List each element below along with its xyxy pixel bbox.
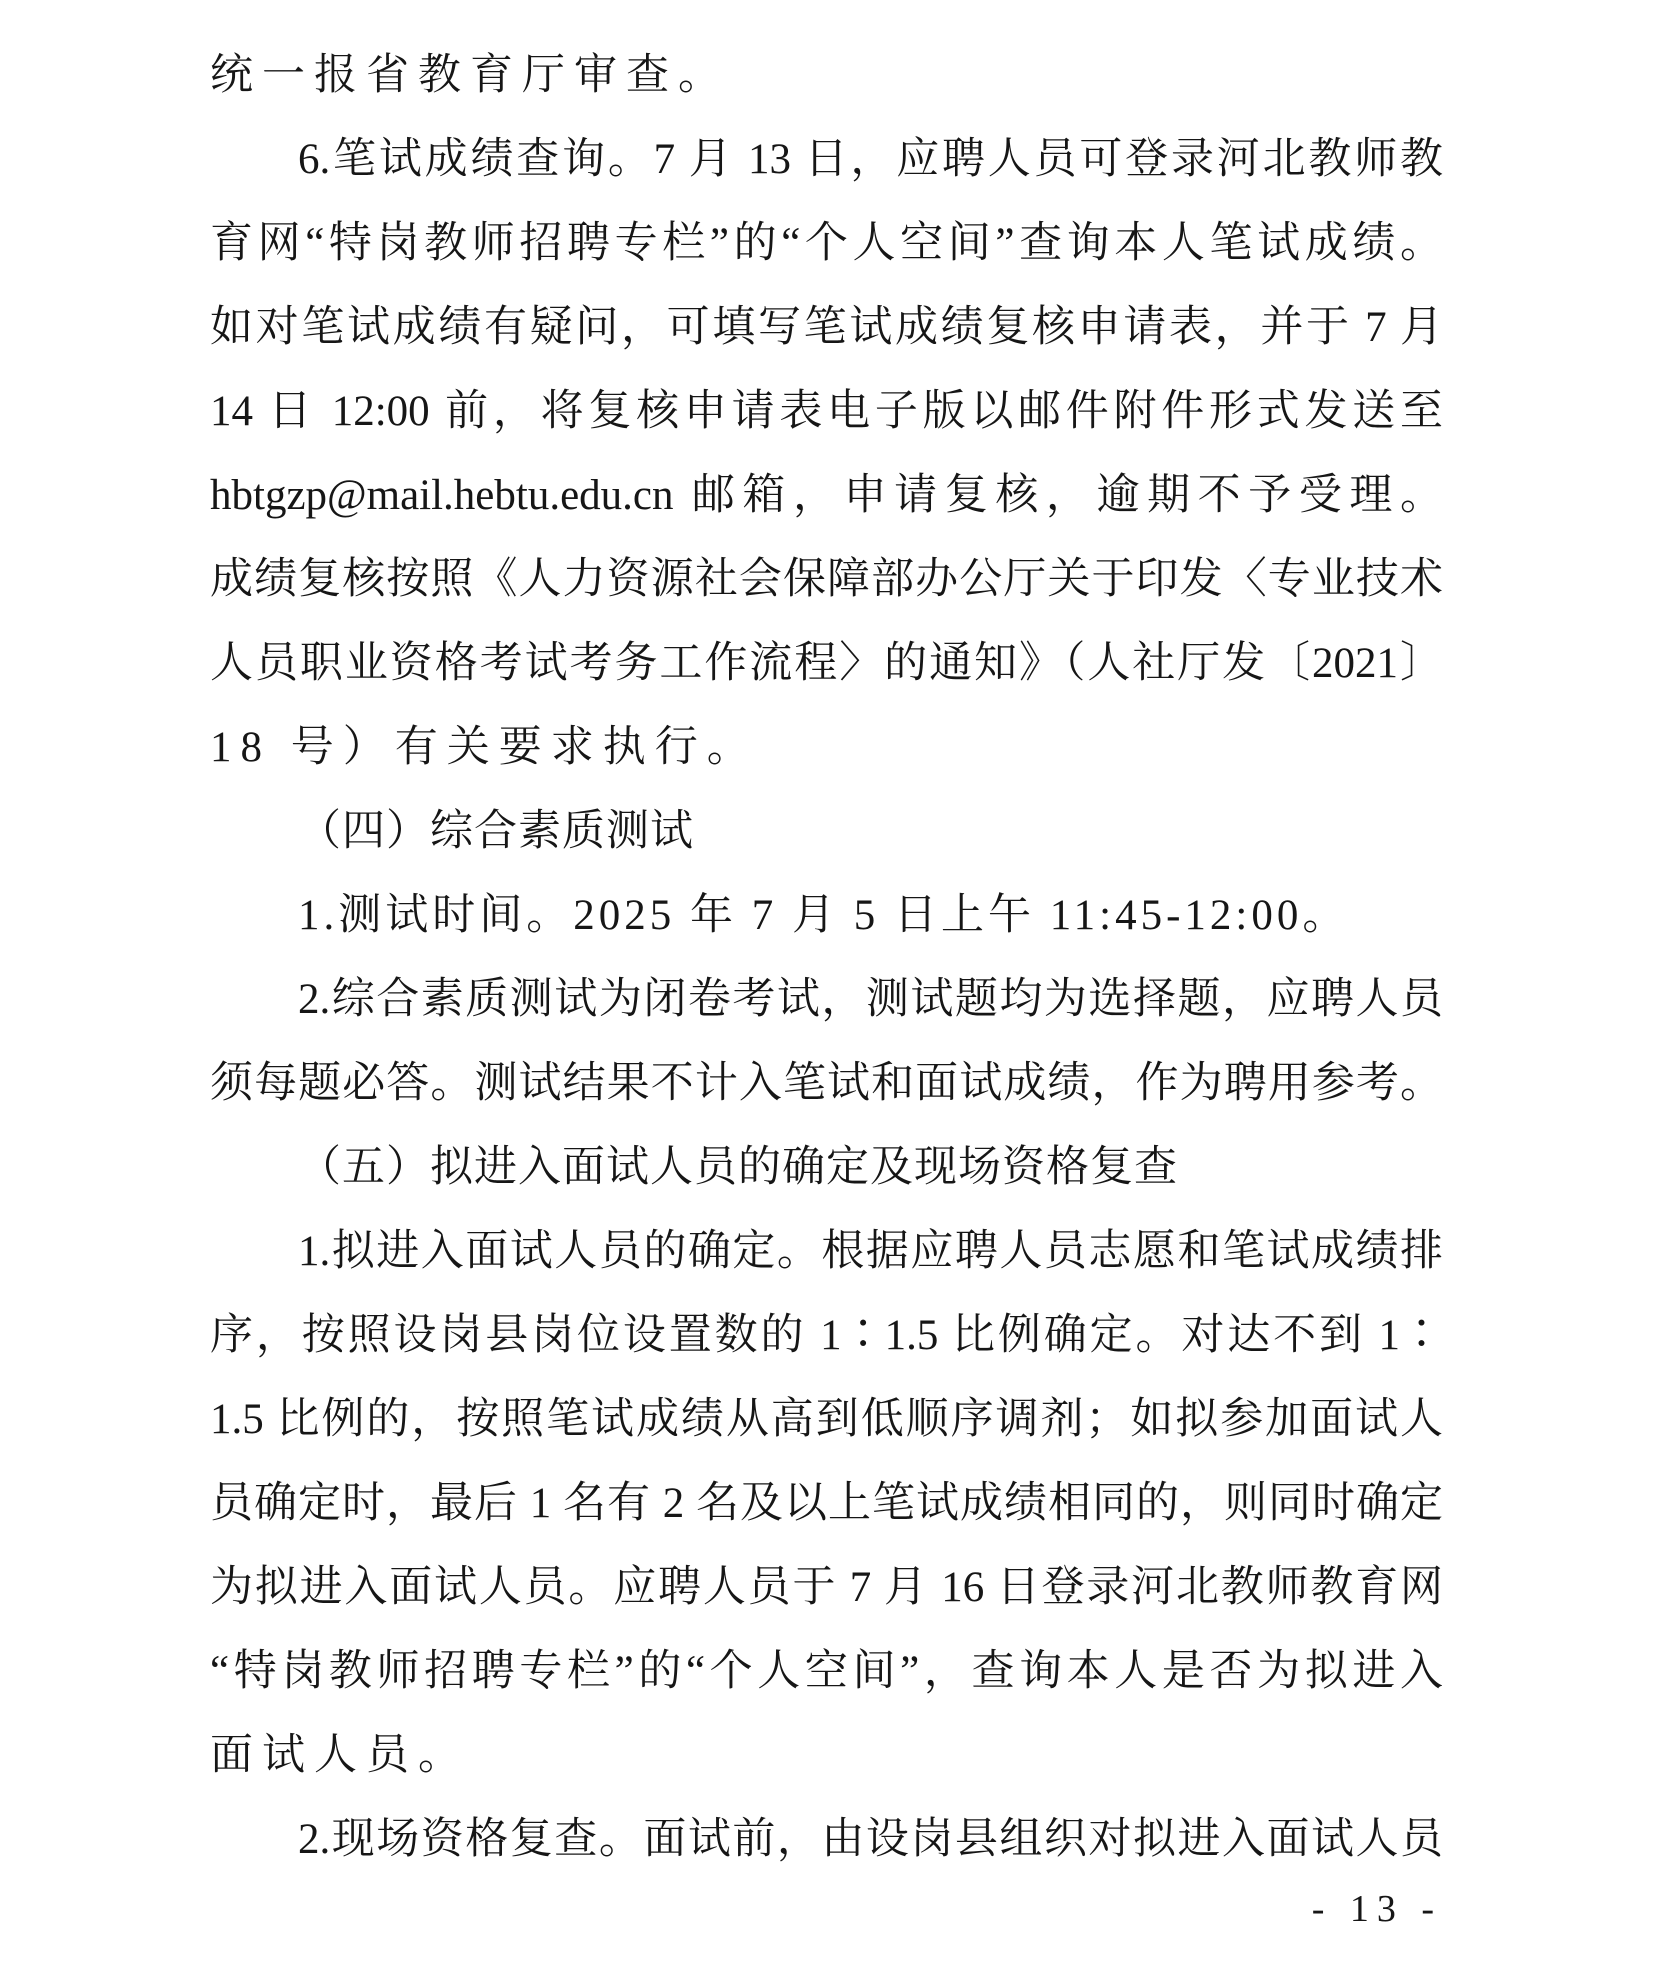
- body-line: 6.笔试成绩查询。7 月 13 日，应聘人员可登录河北教师教: [298, 136, 1443, 183]
- body-line: 如对笔试成绩有疑问，可填写笔试成绩复核申请表，并于 7 月: [210, 304, 1443, 351]
- body-line: 统一报省教育厅审查。: [210, 52, 730, 99]
- body-line: 18 号）有关要求执行。: [210, 724, 759, 771]
- body-line: 2.现场资格复查。面试前，由设岗县组织对拟进入面试人员: [298, 1816, 1443, 1863]
- body-line: 成绩复核按照《人力资源社会保障部办公厅关于印发〈专业技术: [210, 556, 1443, 603]
- body-line: 须每题必答。测试结果不计入笔试和面试成绩，作为聘用参考。: [210, 1060, 1443, 1107]
- body-line: 为拟进入面试人员。应聘人员于 7 月 16 日登录河北教师教育网: [210, 1564, 1443, 1611]
- body-line: 序，按照设岗县岗位设置数的 1∶1.5 比例确定。对达不到 1∶: [210, 1312, 1443, 1359]
- body-line: 14 日 12:00 前，将复核申请表电子版以邮件附件形式发送至: [210, 388, 1443, 435]
- body-line: 1.测试时间。2025 年 7 月 5 日上午 11:45-12:00。: [298, 892, 1350, 939]
- section-heading-4: （四）综合素质测试: [298, 808, 694, 855]
- page-number: - 13 -: [1311, 1888, 1442, 1930]
- section-heading-5: （五）拟进入面试人员的确定及现场资格复查: [298, 1144, 1178, 1191]
- document-body: [210, 34, 1443, 1882]
- body-line: 2.综合素质测试为闭卷考试，测试题均为选择题，应聘人员: [298, 976, 1443, 1023]
- body-line: 1.拟进入面试人员的确定。根据应聘人员志愿和笔试成绩排: [298, 1228, 1443, 1275]
- body-line: 员确定时，最后 1 名有 2 名及以上笔试成绩相同的，则同时确定: [210, 1480, 1443, 1527]
- body-line-email: hbtgzp@mail.hebtu.edu.cn 邮箱，申请复核，逾期不予受理。: [210, 472, 1443, 519]
- body-line: 人员职业资格考试考务工作流程〉的通知》（人社厅发〔2021〕: [210, 640, 1443, 687]
- body-line: 面试人员。: [210, 1732, 470, 1779]
- body-line: 育网“特岗教师招聘专栏”的“个人空间”查询本人笔试成绩。: [210, 220, 1443, 267]
- body-line: “特岗教师招聘专栏”的“个人空间”，查询本人是否为拟进入: [210, 1648, 1443, 1695]
- body-line: 1.5 比例的，按照笔试成绩从高到低顺序调剂；如拟参加面试人: [210, 1396, 1443, 1443]
